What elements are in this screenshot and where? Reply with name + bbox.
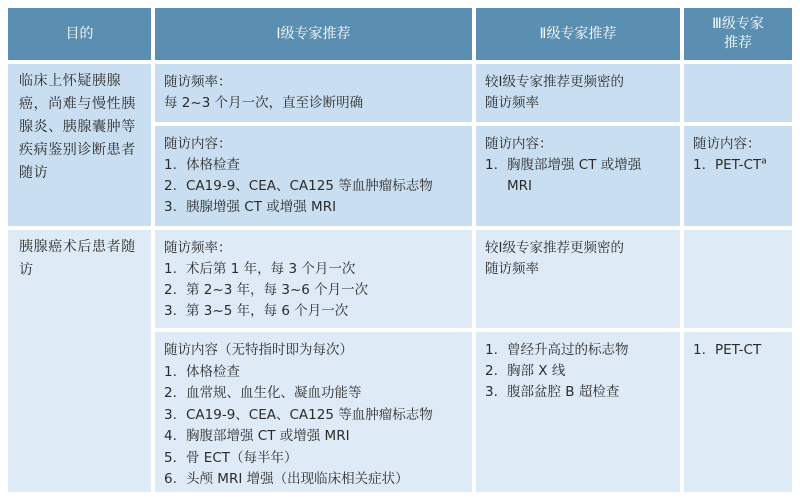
header-level3-label-line2: 推荐 <box>724 35 752 51</box>
list-item <box>164 383 464 405</box>
section2-row1-level2-line2: 随访频率 <box>485 261 539 277</box>
list-item-text: CA19-9、CEA、CA125 等血肿瘤标志物 <box>186 178 433 194</box>
list-item-text: 头颅 MRI 增强（出现临床相关症状） <box>186 471 409 487</box>
list-item <box>693 340 784 361</box>
section1-row1-level2-line2: 随访频率 <box>485 95 539 111</box>
list-item-text: 胰腺增强 CT 或增强 MRI <box>186 199 337 215</box>
section1-row2-level2-list <box>485 155 672 197</box>
list-item-number: 1. <box>693 342 706 358</box>
list-item-text: 血常规、血生化、凝血功能等 <box>186 385 362 401</box>
section2-row1-level1-list <box>164 259 464 322</box>
section2-row2-level1 <box>155 332 472 492</box>
list-item-text: PET-CT <box>715 157 762 173</box>
section2-row1-level3 <box>684 230 792 328</box>
section1-row2-level1-title: 随访内容： <box>164 136 232 152</box>
list-item <box>164 448 464 470</box>
list-item <box>164 426 464 448</box>
section1-row1-level3 <box>684 64 792 122</box>
list-item-number: 1. <box>485 157 498 173</box>
list-item-number: 3. <box>164 406 177 423</box>
header-purpose-label: 目的 <box>65 25 94 42</box>
section2-row2-level2 <box>476 332 680 492</box>
header-level2-label: Ⅱ级专家推荐 <box>539 25 617 42</box>
list-item-number: 3. <box>164 199 177 215</box>
list-item-number: 2. <box>164 385 177 401</box>
list-item <box>164 405 464 427</box>
section2-row2-level2-list <box>485 340 672 403</box>
list-item-text: 腹部盆腔 B 超检查 <box>507 384 620 400</box>
list-item-number: 5. <box>164 449 177 466</box>
list-item-number: 2. <box>164 178 177 194</box>
list-item-number: 1. <box>164 363 177 380</box>
list-item-text: 胸部 X 线 <box>507 363 566 379</box>
list-item-text: 体格检查 <box>186 363 240 380</box>
section1-row1-level1-text: 每 2~3 个月一次，直至诊断明确 <box>164 95 364 111</box>
section2-row1-level1 <box>155 230 472 328</box>
list-item-text: 第 3~5 年，每 6 个月一次 <box>186 303 349 319</box>
list-item-number: 3. <box>164 303 177 319</box>
header-level1-label: Ⅰ级专家推荐 <box>276 25 351 42</box>
section1-row2-level1 <box>155 126 472 226</box>
list-item-text: 术后第 1 年，每 3 个月一次 <box>186 261 356 277</box>
section2-row1-level2-line1: 较Ⅰ级专家推荐更频密的 <box>485 240 624 256</box>
list-item <box>485 361 672 382</box>
section2-purpose-text: 胰腺癌术后患者随访 <box>19 239 136 278</box>
list-item <box>164 469 464 491</box>
section1-row2-level2-title: 随访内容： <box>485 136 553 152</box>
list-item <box>485 382 672 403</box>
list-item <box>693 155 784 176</box>
section1-row2-level3 <box>684 126 792 226</box>
section1-row2-level2 <box>476 126 680 226</box>
list-item-text-line2: MRI <box>507 178 533 194</box>
list-item <box>164 280 464 301</box>
list-item-number: 2. <box>485 363 498 379</box>
section2-row2-level1-list <box>164 362 464 491</box>
list-item-number: 1. <box>164 157 177 173</box>
section2-row2-level1-title: 随访内容（无特指时即为每次） <box>164 342 353 358</box>
header-level1 <box>155 8 472 60</box>
list-item <box>164 259 464 280</box>
section2-row1-level2 <box>476 230 680 328</box>
header-level2 <box>476 8 680 60</box>
list-item-number: 4. <box>164 428 177 444</box>
list-item <box>164 301 464 322</box>
section2-purpose <box>8 230 151 492</box>
list-item-number: 1. <box>164 261 177 277</box>
list-item-text: 曾经升高过的标志物 <box>507 342 629 358</box>
list-item-text-line1: 胸腹部增强 CT 或增强 <box>507 157 642 173</box>
footnote-marker: a <box>761 156 767 167</box>
section1-row2-level1-list <box>164 155 464 218</box>
list-item-text: 骨 ECT（每半年） <box>186 449 298 466</box>
list-item-text: 体格检查 <box>186 157 240 173</box>
list-item <box>485 155 672 176</box>
header-level3-label-line1: Ⅲ级专家 <box>712 16 764 32</box>
list-item-number: 3. <box>485 384 498 400</box>
list-item-number: 6. <box>164 471 177 487</box>
header-purpose <box>8 8 151 60</box>
section1-row1-level2 <box>476 64 680 122</box>
section1-row1-level1 <box>155 64 472 122</box>
section1-purpose-text: 临床上怀疑胰腺癌，尚难与慢性胰腺炎、胰腺囊肿等疾病鉴别诊断患者随访 <box>19 73 136 181</box>
list-item-number: 1. <box>485 342 498 358</box>
section1-row1-level1-title: 随访频率： <box>164 74 232 90</box>
section1-row2-level3-title: 随访内容： <box>693 136 761 152</box>
list-item-number: 1. <box>693 157 706 173</box>
list-item <box>485 340 672 361</box>
list-item <box>164 176 464 197</box>
list-item <box>164 362 464 384</box>
header-level3 <box>684 8 792 60</box>
section2-row1-level1-title: 随访频率： <box>164 240 232 256</box>
list-item-number: 2. <box>164 282 177 298</box>
list-item-text: PET-CT <box>715 342 762 358</box>
section1-row1-level2-line1: 较Ⅰ级专家推荐更频密的 <box>485 74 624 90</box>
section1-purpose <box>8 64 151 226</box>
list-item-text: 胸腹部增强 CT 或增强 MRI <box>186 428 350 444</box>
section2-row2-level3-list <box>693 340 784 361</box>
section2-row2-level3 <box>684 332 792 492</box>
list-item-continuation <box>485 176 672 197</box>
list-item-text: CA19-9、CEA、CA125 等血肿瘤标志物 <box>186 406 433 423</box>
list-item <box>164 155 464 176</box>
section1-row2-level3-list <box>693 155 784 176</box>
list-item <box>164 197 464 218</box>
list-item-text: 第 2~3 年，每 3~6 个月一次 <box>186 282 369 298</box>
